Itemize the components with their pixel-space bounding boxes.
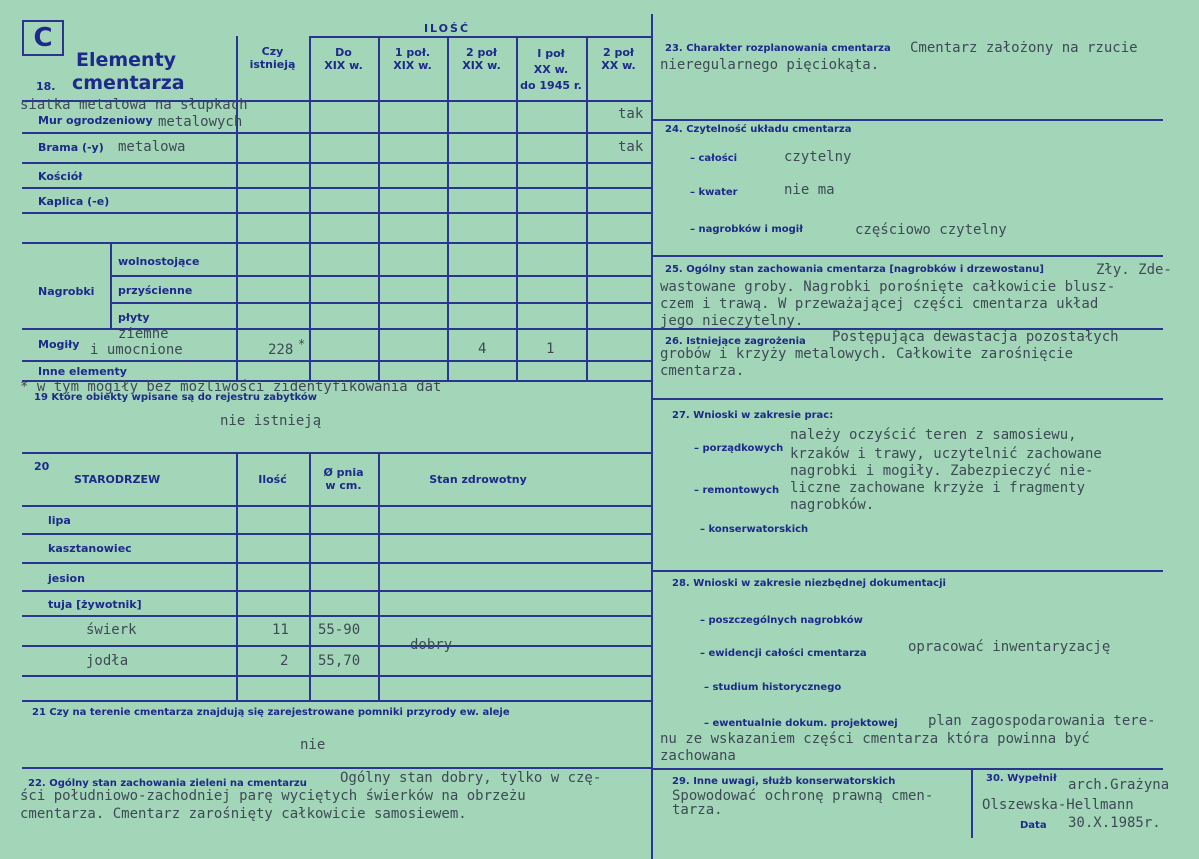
- tree-jesion: jesion: [48, 572, 85, 585]
- s27-text-2: krzaków i trawy, uczytelnić zachowane: [790, 446, 1102, 462]
- s29-text-2: tarza.: [672, 802, 723, 818]
- col-2pol-xx-2: XX w.: [601, 59, 636, 73]
- col-2pol-xix-2: XIX w.: [462, 59, 501, 73]
- s22-text-2: ści południowo-zachodniej parę wyciętych świerków na obrzeżu: [20, 788, 526, 804]
- table-col: [236, 36, 238, 380]
- table-line: [22, 242, 651, 244]
- s28-label: 28. Wnioski w zakresie niezbędnej dokumentacji: [672, 578, 946, 589]
- s24-calosci-value: czytelny: [784, 149, 852, 165]
- s30-date: 30.X.1985r.: [1068, 815, 1161, 831]
- col-2pol-xix: [447, 46, 516, 72]
- table-line: [110, 302, 651, 304]
- table-col: [378, 36, 380, 380]
- s27-porzadkowych: – porządkowych: [694, 443, 784, 454]
- s30-data-label: Data: [1020, 820, 1047, 831]
- col-2pol-xx: [586, 46, 651, 72]
- tree-kasztanowiec: kasztanowiec: [48, 542, 132, 555]
- mogily-value-1: ziemne: [118, 326, 169, 342]
- mogily-1pol-xx: 1: [546, 341, 555, 357]
- s23-text-1: Cmentarz założony na rzucie: [910, 40, 1138, 56]
- s19-label: 19 Które obiekty wpisane są do rejestru zabytków: [34, 392, 317, 403]
- mogily-value-2: i umocnione: [90, 342, 183, 358]
- s27-remontowych: – remontowych: [694, 485, 780, 496]
- col-1pol-xx-3: do 1945 r.: [520, 78, 582, 92]
- s23-text-2: nieregularnego pięciokąta.: [660, 57, 880, 73]
- s24-nagrobkow-value: częściowo czytelny: [855, 222, 1007, 238]
- s26-label: 26. Istniejące zagrożenia: [665, 336, 806, 347]
- mogily-2pol-xix: 4: [478, 341, 487, 357]
- swierk-diameter: 55-90: [318, 622, 361, 638]
- section-line: [651, 119, 1163, 121]
- s28-text-2: nu ze wskazaniem części cmentarza która powinna być: [660, 731, 1090, 747]
- col-czy-1: Czy: [261, 45, 284, 58]
- row-nagrobki: Nagrobki: [38, 285, 95, 298]
- s18-title-2: cmentarza: [72, 72, 185, 94]
- s27-konserwatorskich: – konserwatorskich: [700, 524, 809, 535]
- ilosc-line: [309, 36, 651, 38]
- table-col: [447, 36, 449, 380]
- col-do-xix-1: Do: [335, 46, 352, 59]
- s25-text-3: czem i trawą. W przeważającej części cmentarza układ: [660, 296, 1099, 312]
- s28-poszczegolnych: – poszczególnych nagrobków: [700, 615, 863, 626]
- s26-text-2: grobów i krzyży metalowych. Całkowite zarośnięcie: [660, 346, 1074, 362]
- s30-label: 30. Wypełnił: [986, 773, 1057, 784]
- col-1pol-xix-2: XIX w.: [393, 59, 432, 73]
- s27-text-4: liczne zachowane krzyże i fragmenty: [790, 480, 1086, 496]
- mogily-star: *: [298, 337, 306, 351]
- table-line: [110, 275, 651, 277]
- section-line: [22, 767, 651, 769]
- s30-name-1: arch.Grażyna: [1068, 777, 1170, 793]
- nagrobki-plyty: płyty: [118, 311, 150, 324]
- row-inne: Inne elementy: [38, 365, 127, 378]
- col-ilosc: Ilość: [258, 473, 287, 486]
- s21-label: 21 Czy na terenie cmentarza znajdują się zarejestrowane pomniki przyrody ew. aleje: [32, 707, 510, 718]
- row-mogily: Mogiły: [38, 338, 80, 351]
- mur-value-2: metalowych: [158, 114, 243, 130]
- tree-jodla: jodła: [86, 653, 129, 669]
- table-line: [22, 615, 651, 617]
- table-line: [22, 212, 651, 214]
- s22-text-1: Ogólny stan dobry, tylko w czę-: [340, 770, 602, 786]
- table-line: [22, 675, 651, 677]
- mur-value-1: siatka metalowa na słupkach: [20, 97, 248, 113]
- nagrobki-przyscienne: przyścienne: [118, 284, 193, 297]
- col-1pol-xx-1: I poł: [537, 47, 565, 60]
- section-col: [971, 768, 973, 838]
- tree-lipa: lipa: [48, 514, 71, 527]
- table-col: [110, 242, 112, 328]
- col-pnia: [309, 466, 378, 492]
- col-stan: Stan zdrowotny: [429, 473, 527, 486]
- s27-label: 27. Wnioski w zakresie prac:: [672, 410, 834, 421]
- s18-num: 18.: [36, 80, 56, 93]
- table-line: [22, 328, 651, 330]
- row-mur: Mur ogrodzeniowy: [38, 114, 153, 127]
- s28-ewentualnie: – ewentualnie dokum. projektowej: [704, 718, 898, 729]
- jodla-diameter: 55,70: [318, 653, 361, 669]
- ilosc-header: ILOŚĆ: [423, 22, 471, 35]
- section-line: [651, 570, 1163, 572]
- footnote: * w tym mogiły bez możliwości zidentyfikowania dat: [20, 379, 442, 395]
- col-pnia-1: Ø pnia: [323, 466, 364, 479]
- card-letter: C: [22, 20, 64, 56]
- table-col: [236, 452, 238, 700]
- table-line: [22, 590, 651, 592]
- col-1pol-xix: [378, 46, 447, 72]
- s27-text-5: nagrobków.: [790, 497, 875, 513]
- table-line: [22, 533, 651, 535]
- section-line: [22, 452, 651, 454]
- s27-text-3: nagrobki i mogiły. Zabezpieczyć nie-: [790, 463, 1094, 479]
- s24-nagrobkow: – nagrobków i mogił: [690, 224, 803, 235]
- s28-ewidencji: – ewidencji całości cmentarza: [700, 648, 867, 659]
- section-line: [651, 768, 1163, 770]
- s29-text-1: Spowodować ochronę prawną cmen-: [672, 788, 934, 804]
- s25-text-4: jego nieczytelny.: [660, 313, 804, 329]
- s26-text-1: Postępująca dewastacja pozostałych: [832, 329, 1119, 345]
- table-col: [586, 36, 588, 380]
- tree-tuja: tuja [żywotnik]: [48, 598, 142, 611]
- s28-studium: – studium historycznego: [704, 682, 842, 693]
- tree-swierk: świerk: [86, 622, 137, 638]
- s24-label: 24. Czytelność układu cmentarza: [665, 124, 852, 135]
- s25-text-1: Zły. Zde-: [1096, 262, 1172, 278]
- center-divider: [651, 14, 653, 859]
- section-line: [651, 255, 1163, 257]
- s29-label: 29. Inne uwagi, służb konserwatorskich: [672, 776, 896, 787]
- nagrobki-wolnostojace: wolnostojące: [118, 255, 200, 268]
- s24-kwater-value: nie ma: [784, 182, 835, 198]
- s23-label: 23. Charakter rozplanowania cmentarza: [665, 43, 891, 54]
- s28-ewidencji-value: opracować inwentaryzację: [908, 639, 1111, 655]
- section-line: [651, 398, 1163, 400]
- s28-text-3: zachowana: [660, 748, 736, 764]
- col-1pol-xix-1: 1 poł.: [394, 46, 431, 59]
- table-line: [22, 187, 651, 189]
- table-line: [22, 162, 651, 164]
- row-brama: Brama (-y): [38, 141, 104, 154]
- col-starodrzew: STARODRZEW: [74, 473, 161, 486]
- table-line: [22, 645, 651, 647]
- col-do-xix: [309, 46, 378, 72]
- s21-value: nie: [300, 737, 326, 753]
- s22-text-3: cmentarza. Cmentarz zarośnięty całkowicie samosiewem.: [20, 806, 467, 822]
- s20-num: 20: [34, 460, 50, 473]
- s26-text-3: cmentarza.: [660, 363, 745, 379]
- brama-value: metalowa: [118, 139, 186, 155]
- s25-text-2: wastowane groby. Nagrobki porośnięte całkowicie blusz-: [660, 279, 1116, 295]
- table-line: [22, 132, 651, 134]
- col-czy-2: istnieją: [249, 58, 296, 72]
- col-1pol-xx: [516, 46, 586, 94]
- s24-kwater: – kwater: [690, 187, 738, 198]
- mogily-count: 228: [268, 342, 294, 358]
- row-kosciol: Kościół: [38, 170, 83, 183]
- s19-value: nie istnieją: [220, 413, 322, 429]
- col-1pol-xx-2: XX w.: [533, 62, 569, 76]
- col-2pol-xx-1: 2 poł: [603, 46, 634, 59]
- s28-text-1: plan zagospodarowania tere-: [928, 713, 1156, 729]
- tree-stan: dobry: [410, 637, 453, 653]
- table-col: [378, 452, 380, 700]
- s25-label: 25. Ogólny stan zachowania cmentarza [nagrobków i drzewostanu]: [665, 264, 1044, 275]
- col-czy: [236, 45, 309, 71]
- mur-tak: tak: [618, 106, 644, 122]
- s18-title-1: Elementy: [76, 49, 177, 71]
- col-pnia-2: w cm.: [325, 479, 362, 493]
- table-line: [22, 562, 651, 564]
- table-line: [22, 360, 651, 362]
- col-2pol-xix-1: 2 poł: [466, 46, 497, 59]
- table-line: [22, 505, 651, 507]
- s24-calosci: – całości: [690, 153, 738, 164]
- jodla-count: 2: [280, 653, 289, 669]
- brama-tak: tak: [618, 139, 644, 155]
- s27-text-1: należy oczyścić teren z samosiewu,: [790, 427, 1077, 443]
- row-kaplica: Kaplica (-e): [38, 195, 110, 208]
- s22-label: 22. Ogólny stan zachowania zieleni na cmentarzu: [28, 778, 307, 789]
- s30-name-2: Olszewska-Hellmann: [982, 797, 1134, 813]
- table-col: [309, 36, 311, 380]
- col-do-xix-2: XIX w.: [324, 59, 363, 73]
- swierk-count: 11: [272, 622, 289, 638]
- section-line: [22, 700, 651, 702]
